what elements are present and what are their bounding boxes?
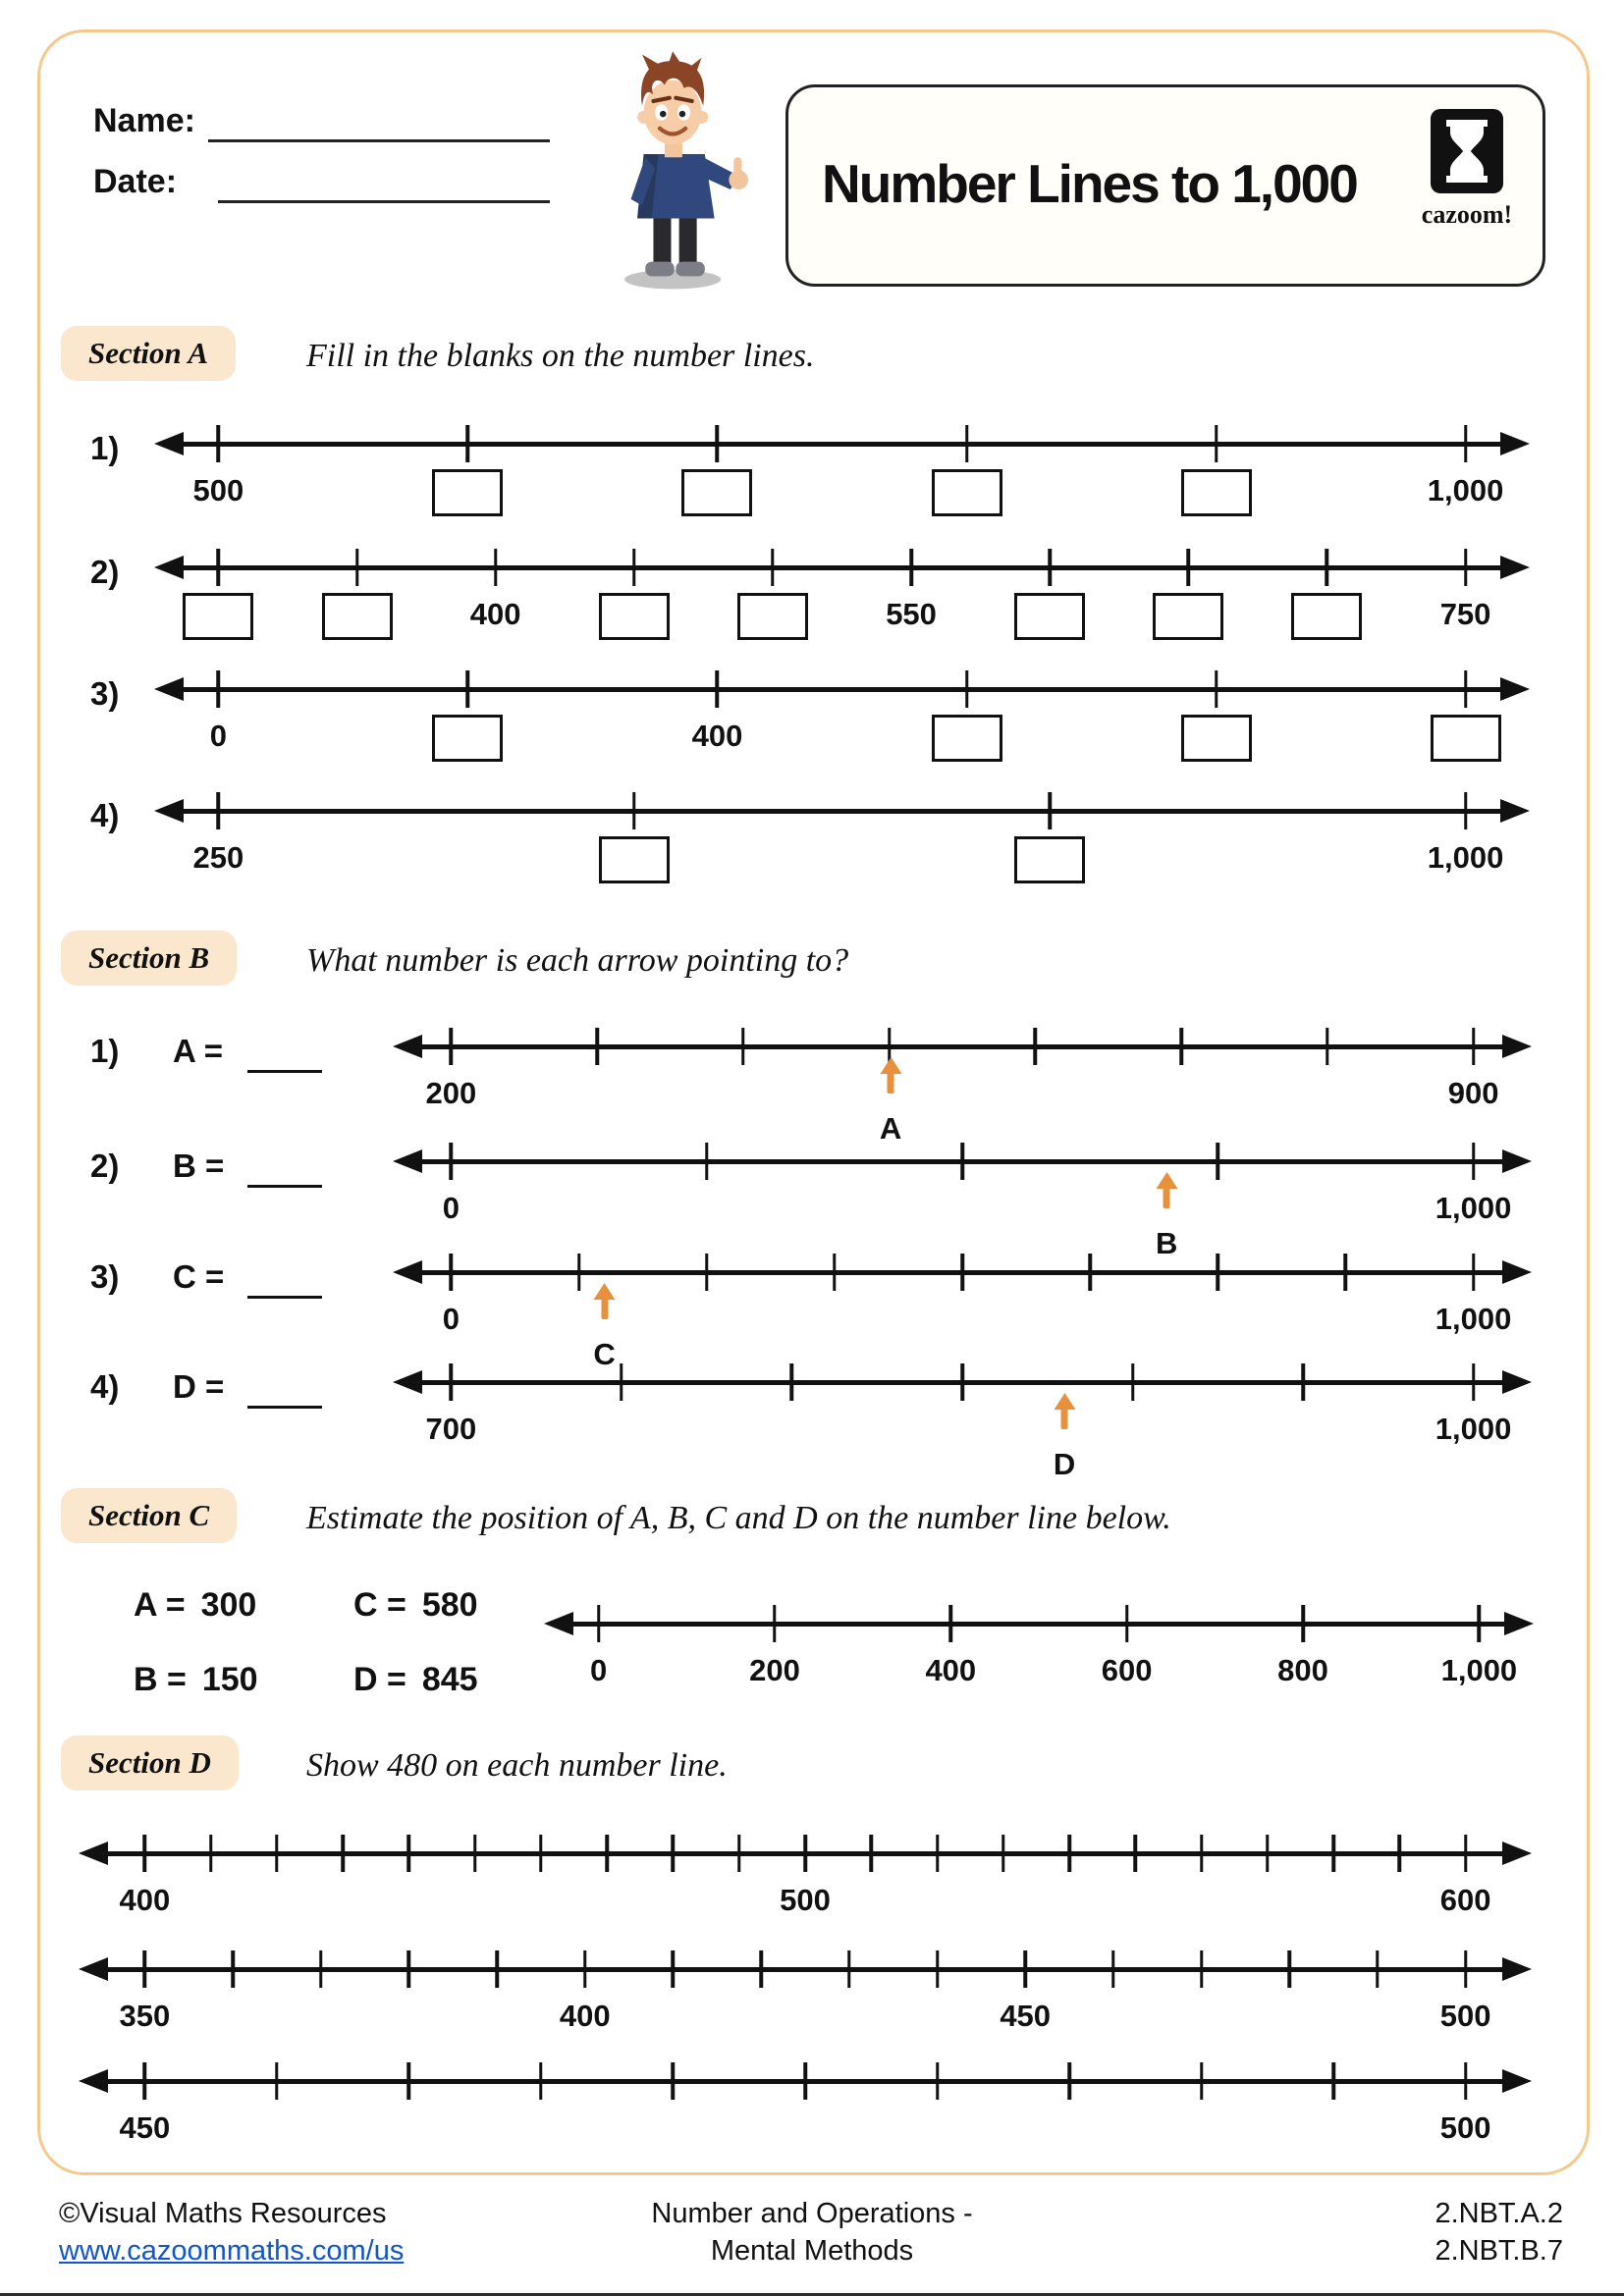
worksheet-title: Number Lines to 1,000: [822, 153, 1357, 214]
answer-box[interactable]: [1014, 836, 1085, 883]
tick-mark: [1472, 1028, 1476, 1065]
tick-mark: [1088, 1254, 1092, 1291]
right-arrowhead-icon: [1500, 432, 1530, 455]
tick-mark: [450, 1028, 454, 1065]
section-d-label: Section D: [61, 1735, 239, 1790]
tick-mark: [759, 1950, 763, 1988]
tick-mark: [632, 792, 636, 829]
tick-label: 200: [425, 1076, 477, 1110]
answer-box[interactable]: [1431, 715, 1501, 762]
tick-mark: [319, 1950, 323, 1988]
tick-label: 200: [749, 1653, 800, 1687]
tick-mark: [539, 1835, 543, 1872]
website-link[interactable]: www.cazoommaths.com/us: [59, 2235, 405, 2267]
tick-mark: [217, 549, 221, 586]
number-line: [542, 1604, 1536, 1712]
answer-box[interactable]: [1181, 715, 1252, 762]
tick-mark: [1200, 1950, 1204, 1988]
tick-label: 400: [119, 1883, 171, 1917]
section-a-instruction: Fill in the blanks on the number lines.: [306, 338, 815, 374]
given-number: 845: [421, 1661, 478, 1698]
number-line: [391, 1362, 1534, 1485]
tick-label: 450: [119, 2110, 171, 2145]
given-label: B =: [134, 1661, 187, 1698]
tick-mark: [1376, 1950, 1380, 1988]
number-line: [152, 669, 1532, 768]
tick-label: 550: [886, 597, 937, 631]
answer-box[interactable]: [432, 715, 503, 762]
name-label: Name:: [93, 102, 195, 139]
tick-label: 600: [1439, 1883, 1491, 1917]
right-arrowhead-icon: [1502, 2069, 1532, 2093]
tick-mark: [672, 1835, 676, 1872]
standard-code-2: 2.NBT.B.7: [1435, 2235, 1563, 2267]
tick-mark: [1472, 1143, 1476, 1180]
answer-box[interactable]: [183, 593, 253, 640]
tick-mark: [407, 1835, 411, 1872]
tick-mark: [803, 2062, 807, 2100]
right-arrowhead-icon: [1502, 1149, 1532, 1173]
number-line: [391, 1142, 1534, 1264]
tick-mark: [1023, 1950, 1027, 1988]
answer-box[interactable]: [322, 593, 393, 640]
tick-mark: [1287, 1950, 1291, 1988]
tick-mark: [1472, 1254, 1476, 1291]
tick-mark: [936, 2062, 940, 2100]
number-line: [77, 1949, 1534, 2057]
tick-mark: [737, 1835, 741, 1872]
tick-mark: [1215, 425, 1218, 462]
tick-mark: [597, 1605, 601, 1642]
right-arrowhead-icon: [1502, 1035, 1532, 1058]
number-line: [391, 1253, 1534, 1375]
tick-label: 750: [1439, 597, 1491, 631]
tick-mark: [1464, 2062, 1468, 2100]
tick-mark: [450, 1143, 454, 1180]
pointer-arrow-icon: [888, 1072, 894, 1094]
tick-label: 500: [1439, 2110, 1491, 2145]
item-number: 3): [90, 1258, 120, 1295]
tick-mark: [1134, 1835, 1138, 1872]
tick-mark: [1048, 549, 1052, 586]
tick-mark: [1472, 1363, 1476, 1401]
footer-topic-line1: Number and Operations -: [651, 2198, 973, 2229]
tick-label: 1,000: [1427, 473, 1504, 507]
tick-label: 350: [119, 1999, 171, 2033]
tick-mark: [965, 425, 969, 462]
tick-label: 1,000: [1440, 1653, 1518, 1687]
tick-label: 400: [691, 719, 743, 753]
right-arrowhead-icon: [1502, 1957, 1532, 1981]
tick-mark: [1067, 1835, 1071, 1872]
tick-mark: [672, 2062, 676, 2100]
given-label: A =: [134, 1586, 186, 1624]
tick-mark: [1266, 1835, 1270, 1872]
tick-mark: [494, 549, 498, 586]
tick-mark: [790, 1363, 794, 1401]
given-value: [353, 1586, 478, 1625]
tick-mark: [1200, 1835, 1204, 1872]
tick-mark: [1187, 549, 1191, 586]
number-line: [391, 1027, 1534, 1149]
tick-mark: [355, 549, 359, 586]
tick-mark: [605, 1835, 609, 1872]
tick-mark: [773, 1605, 777, 1642]
tick-mark: [1331, 2062, 1335, 2100]
tick-label: 0: [442, 1191, 460, 1225]
tick-mark: [1478, 1605, 1482, 1642]
answer-box[interactable]: [1153, 593, 1223, 640]
item-number: 4): [90, 797, 120, 833]
number-line: [152, 548, 1532, 646]
tick-mark: [217, 425, 221, 462]
tick-mark: [473, 1835, 477, 1872]
standard-code-1: 2.NBT.A.2: [1435, 2198, 1563, 2229]
section-b-label: Section B: [61, 931, 237, 986]
right-arrowhead-icon: [1500, 677, 1530, 701]
tick-mark: [577, 1254, 581, 1291]
tick-label: 500: [780, 1883, 831, 1917]
tick-mark: [705, 1143, 709, 1180]
tick-mark: [275, 2062, 279, 2100]
given-label: C =: [353, 1586, 406, 1624]
right-arrowhead-icon: [1502, 1842, 1532, 1865]
answer-box[interactable]: [432, 469, 503, 516]
tick-label: 0: [442, 1302, 460, 1336]
tick-mark: [1200, 2062, 1204, 2100]
boy-illustration: [589, 49, 766, 294]
given-value: [134, 1661, 258, 1699]
tick-mark: [539, 2062, 543, 2100]
answer-prompt: A =: [173, 1033, 224, 1069]
answer-box[interactable]: [932, 715, 1002, 762]
tick-mark: [595, 1028, 599, 1065]
tick-mark: [771, 549, 775, 586]
answer-prompt: B =: [173, 1148, 225, 1184]
tick-mark: [407, 1950, 411, 1988]
answer-box[interactable]: [1291, 593, 1362, 640]
tick-mark: [450, 1254, 454, 1291]
tick-mark: [1217, 1254, 1220, 1291]
arrow-letter: D: [1053, 1447, 1076, 1481]
number-line: [77, 1834, 1534, 1942]
tick-label: 700: [425, 1412, 477, 1446]
date-input-line[interactable]: [218, 159, 550, 203]
tick-mark: [965, 670, 969, 708]
tick-mark: [495, 1950, 499, 1988]
arrow-letter: A: [879, 1111, 902, 1146]
tick-mark: [1398, 1835, 1402, 1872]
tick-label: 400: [469, 597, 521, 631]
right-arrowhead-icon: [1502, 1260, 1532, 1284]
footer-right: [1435, 2195, 1563, 2269]
tick-mark: [1179, 1028, 1183, 1065]
answer-box[interactable]: [932, 469, 1002, 516]
item-number: 4): [90, 1368, 120, 1405]
given-number: 300: [200, 1586, 257, 1624]
answer-blank[interactable]: [247, 1368, 322, 1409]
tick-label: 500: [192, 473, 244, 507]
tick-label: 600: [1101, 1653, 1153, 1687]
tick-label: 0: [589, 1653, 608, 1687]
tick-mark: [936, 1835, 940, 1872]
tick-mark: [1048, 792, 1052, 829]
item-number: 3): [90, 675, 120, 712]
answer-prompt: D =: [173, 1368, 225, 1405]
tick-mark: [1215, 670, 1218, 708]
section-c-instruction: Estimate the position of A, B, C and D on the number line below.: [306, 1500, 1171, 1536]
right-arrowhead-icon: [1502, 1370, 1532, 1394]
tick-label: 400: [559, 1999, 611, 2033]
given-number: 150: [201, 1661, 258, 1698]
answer-box[interactable]: [599, 836, 670, 883]
tick-mark: [960, 1143, 964, 1180]
footer-center: [0, 2195, 1624, 2269]
section-b-instruction: What number is each arrow pointing to?: [306, 942, 849, 979]
tick-label: 800: [1277, 1653, 1328, 1687]
tick-label: 0: [209, 719, 228, 753]
tick-mark: [1326, 549, 1329, 586]
section-c-label: Section C: [61, 1488, 237, 1543]
tick-mark: [217, 792, 221, 829]
tick-mark: [716, 670, 720, 708]
tick-mark: [803, 1835, 807, 1872]
answer-box[interactable]: [1014, 593, 1085, 640]
tick-mark: [1464, 1835, 1468, 1872]
given-label: D =: [353, 1661, 406, 1698]
tick-mark: [217, 670, 221, 708]
answer-blank[interactable]: [247, 1148, 322, 1188]
name-input-line[interactable]: [208, 98, 550, 142]
item-number: 1): [90, 1033, 120, 1069]
item-number: 2): [90, 554, 120, 590]
right-arrowhead-icon: [1504, 1612, 1534, 1635]
tick-label: 500: [1439, 1999, 1491, 2033]
tick-mark: [1111, 1950, 1115, 1988]
tick-label: 1,000: [1435, 1302, 1512, 1336]
tick-mark: [949, 1605, 953, 1642]
given-number: 580: [421, 1586, 478, 1624]
tick-mark: [620, 1363, 623, 1401]
tick-mark: [1464, 549, 1468, 586]
pointer-arrow-icon: [1061, 1408, 1068, 1429]
given-value: [353, 1661, 478, 1699]
section-a-label: Section A: [61, 326, 236, 381]
tick-label: 900: [1447, 1076, 1499, 1110]
tick-mark: [231, 1950, 235, 1988]
tick-mark: [407, 2062, 411, 2100]
tick-mark: [450, 1363, 454, 1401]
tick-mark: [741, 1028, 745, 1065]
tick-mark: [936, 1950, 940, 1988]
tick-label: 1,000: [1435, 1412, 1512, 1446]
tick-mark: [1464, 670, 1468, 708]
answer-blank[interactable]: [247, 1033, 322, 1073]
answer-prompt: C =: [173, 1258, 225, 1295]
tick-mark: [143, 1950, 147, 1988]
answer-box[interactable]: [681, 469, 752, 516]
right-arrowhead-icon: [1500, 799, 1530, 823]
pointer-arrow-icon: [1164, 1187, 1170, 1208]
tick-mark: [847, 1950, 851, 1988]
tick-label: 1,000: [1427, 840, 1504, 875]
answer-blank[interactable]: [247, 1258, 322, 1299]
number-line: [152, 424, 1532, 522]
tick-mark: [341, 1835, 345, 1872]
hourglass-icon: [1431, 109, 1503, 193]
tick-mark: [1067, 2062, 1071, 2100]
tick-mark: [466, 670, 470, 708]
answer-box[interactable]: [1181, 469, 1252, 516]
tick-mark: [1301, 1605, 1305, 1642]
tick-mark: [909, 549, 913, 586]
tick-mark: [1034, 1028, 1038, 1065]
tick-label: 400: [925, 1653, 977, 1687]
tick-mark: [960, 1363, 964, 1401]
tick-label: 1,000: [1435, 1191, 1512, 1225]
copyright-text: ©Visual Maths Resources: [59, 2198, 387, 2229]
footer-topic-line2: Mental Methods: [710, 2235, 914, 2267]
tick-mark: [583, 1950, 587, 1988]
tick-mark: [1464, 792, 1468, 829]
tick-mark: [1464, 425, 1468, 462]
tick-mark: [1326, 1028, 1329, 1065]
answer-box[interactable]: [737, 593, 808, 640]
title-box: [785, 84, 1545, 287]
tick-mark: [275, 1835, 279, 1872]
tick-mark: [209, 1835, 213, 1872]
tick-mark: [833, 1254, 837, 1291]
cazoom-logo: [1413, 109, 1521, 230]
given-value: [134, 1586, 256, 1625]
tick-mark: [143, 2062, 147, 2100]
tick-mark: [1331, 1835, 1335, 1872]
arrow-letter: C: [593, 1337, 616, 1371]
tick-mark: [1344, 1254, 1348, 1291]
section-d-instruction: Show 480 on each number line.: [306, 1747, 728, 1784]
tick-mark: [632, 549, 636, 586]
tick-mark: [672, 1950, 676, 1988]
tick-mark: [716, 425, 720, 462]
tick-mark: [1001, 1835, 1005, 1872]
arrow-letter: B: [1156, 1226, 1178, 1260]
tick-label: 250: [192, 840, 244, 875]
date-label: Date:: [93, 163, 178, 200]
number-line: [77, 2061, 1534, 2169]
item-number: 2): [90, 1148, 120, 1184]
tick-mark: [960, 1254, 964, 1291]
tick-mark: [1217, 1143, 1220, 1180]
number-line: [152, 791, 1532, 889]
tick-mark: [143, 1835, 147, 1872]
tick-mark: [466, 425, 470, 462]
tick-mark: [870, 1835, 874, 1872]
item-number: 1): [90, 430, 120, 466]
answer-box[interactable]: [599, 593, 670, 640]
right-arrowhead-icon: [1500, 556, 1530, 579]
pointer-arrow-icon: [601, 1298, 608, 1319]
brand-name: cazoom!: [1421, 200, 1513, 229]
tick-mark: [1125, 1605, 1129, 1642]
tick-mark: [1301, 1363, 1305, 1401]
tick-mark: [1131, 1363, 1135, 1401]
tick-label: 450: [1000, 1999, 1052, 2033]
tick-mark: [1464, 1950, 1468, 1988]
tick-mark: [705, 1254, 709, 1291]
